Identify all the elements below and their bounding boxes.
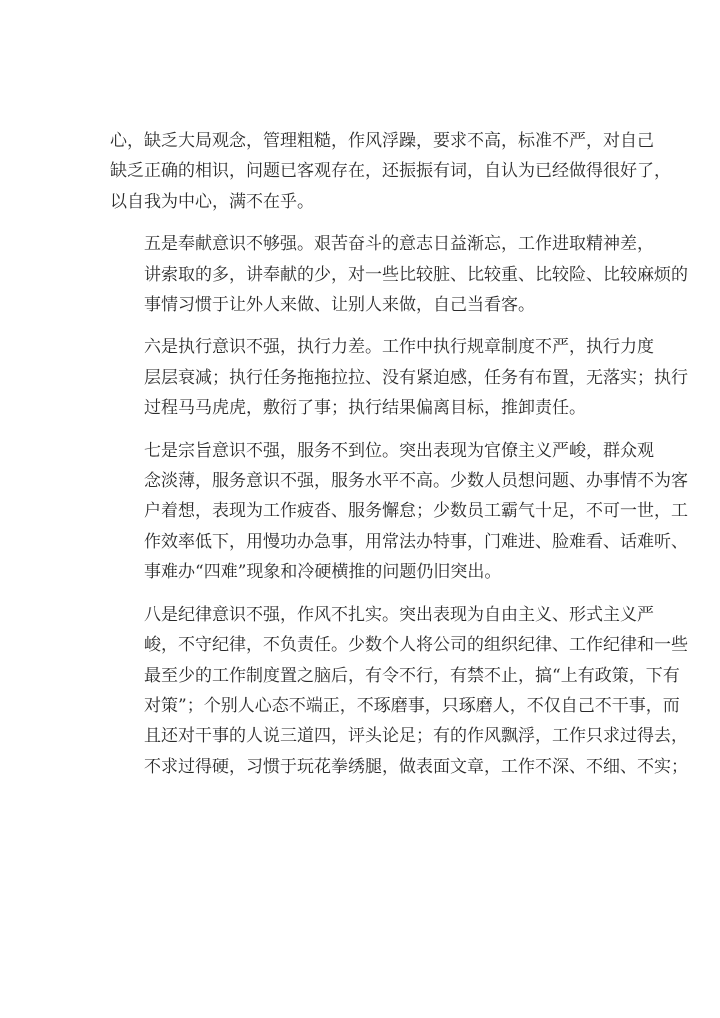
text-line: 六是执行意识不强，执行力差。工作中执行规章制度不严，执行力度 (144, 337, 654, 358)
text-line: 缺乏正确的相识，问题已客观存在，还振振有词，自认为已经做得很好了， (110, 161, 671, 182)
text-line: 最至少的工作制度置之脑后，有令不行，有禁不止，搞“上有政策，下有 (144, 665, 680, 686)
text-line: 不求过得硬，习惯于玩花拳绣腿，做表面文章，工作不深、不细、不实； (144, 756, 688, 777)
paragraph-3 (110, 332, 688, 423)
text-line: 过程马马虎虎，敷衍了事；执行结果偏离目标，推卸责任。 (144, 398, 586, 419)
text-line: 层层衰减；执行任务拖拖拉拉、没有紧迫感，任务有布置，无落实；执行 (144, 367, 688, 388)
text-line: 作效率低下，用慢功办急事，用常法办特事，门难进、脸难看、话难听、 (144, 531, 688, 552)
paragraph-2 (110, 229, 688, 320)
text-line: 讲索取的多，讲奉献的少，对一些比较脏、比较重、比较险、比较麻烦的 (144, 264, 688, 285)
text-line: 心，缺乏大局观念，管理粗糙，作风浮躁，要求不高，标准不严，对自己 (110, 131, 654, 151)
text-line: 事难办“四难”现象和冷硬横推的问题仍旧突出。 (144, 562, 502, 583)
text-line: 八是纪律意识不强，作风不扎实。突出表现为自由主义、形式主义严 (144, 604, 654, 625)
paragraph-1 (110, 126, 671, 217)
text-line: 对策”；个别人心态不端正，不琢磨事，只琢磨人，不仅自己不干事，而 (144, 695, 680, 716)
text-line: 念淡薄，服务意识不强，服务水平不高。少数人员想问题、办事情不为客 (144, 471, 688, 492)
text-line: 事情习惯于让外人来做、让别人来做，自己当看客。 (144, 295, 535, 316)
text-line: 以自我为中心，满不在乎。 (110, 191, 314, 212)
text-line: 户着想，表现为工作疲沓、服务懈怠；少数员工霸气十足，不可一世，工 (144, 501, 688, 522)
paragraph-5 (110, 600, 688, 782)
document-body (110, 126, 688, 782)
text-line: 五是奉献意识不够强。艰苦奋斗的意志日益渐忘，工作进取精神差， (144, 234, 654, 255)
text-line: 峻，不守纪律，不负责任。少数个人将公司的组织纪律、工作纪律和一些 (144, 635, 688, 656)
paragraph-4 (110, 436, 688, 588)
text-line: 且还对干事的人说三道四，评头论足；有的作风飘浮，工作只求过得去， (144, 726, 688, 747)
text-line: 七是宗旨意识不强，服务不到位。突出表现为官僚主义严峻，群众观 (144, 440, 654, 461)
